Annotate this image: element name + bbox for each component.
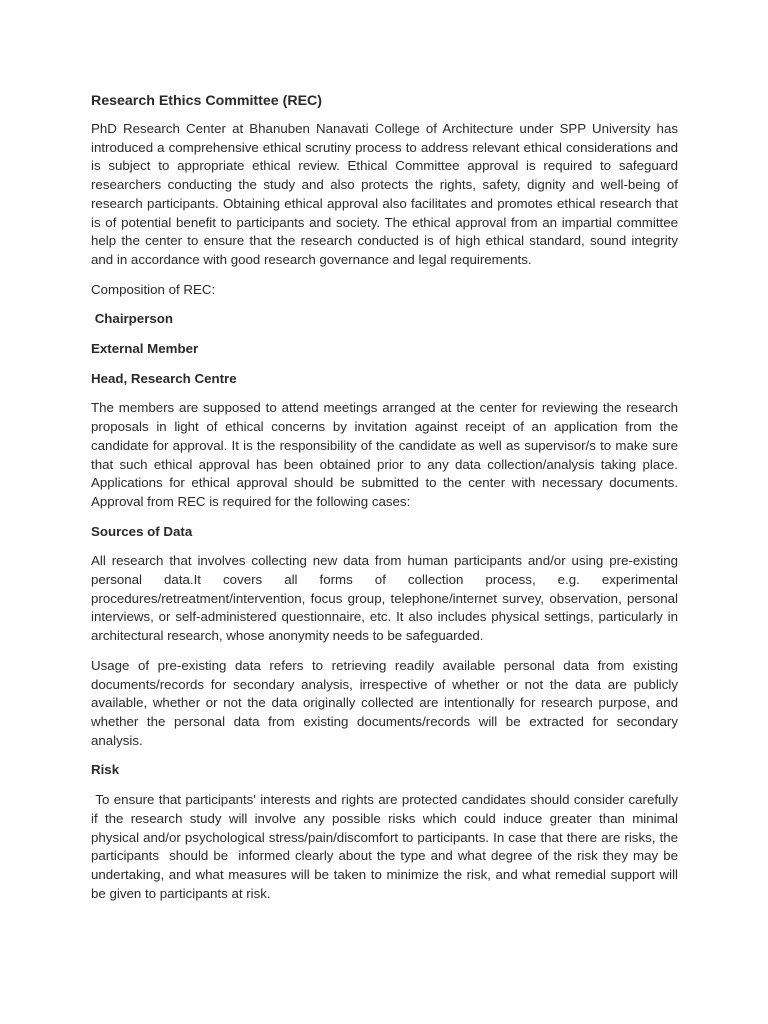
members-paragraph: The members are supposed to attend meetings arranged at the center for reviewing the research proposals in light of ethical concerns by invitation against receipt of an application from the candidate for approval. It is the responsibility of the candidate as well as supervisor/s to make sure that such ethical approval has been obtained prior to any data collection/analysis taking place. Applications for ethical approval should be submitted to the center with necessary documents. Approval from REC is required for the following cases: [91, 400, 678, 509]
sources-paragraph-1: All research that involves collecting new data from human participants and/or using pre-existing personal data.It covers all forms of collection process, e.g. experimental procedures/retreatment/intervention, focus group, telephone/internet survey, observation, personal interviews, or self-administered questionnaire, etc. It also includes physical settings, particularly in architectural research, whose anonymity needs to be safeguarded. [91, 553, 678, 644]
member-head-research-centre: Head, Research Centre [91, 370, 237, 386]
risk-paragraph: To ensure that participants' interests and rights are protected candidates should consider carefully if the research study will involve any possible risks which could induce greater than minimal physical and/or psychological stress/pain/discomfort to participants. In case that there are risks, the participants should be informed clearly about the type and what degree of the risk they may be undertaking, and what measures will be taken to minimize the risk, and what remedial support will be given to participants at risk. [91, 792, 682, 901]
member-external: External Member [91, 341, 199, 357]
document-page [91, 90, 682, 914]
composition-label: Composition of REC: [91, 281, 216, 297]
member-chairperson: Chairperson [91, 311, 174, 327]
sources-heading: Sources of Data [91, 523, 193, 539]
sources-paragraph-2: Usage of pre-existing data refers to retrieving readily available personal data from existing documents/records for secondary analysis, irrespective of whether or not the data are publicly available, whether or not the data originally collected are intentionally for research purpose, and whether the personal data from existing documents/records will be extracted for secondary analysis. [91, 657, 678, 748]
intro-paragraph: PhD Research Center at Bhanuben Nanavati College of Architecture under SPP University has introduced a comprehensive ethical scrutiny process to address relevant ethical considerations and is subject to appropriate ethical review. Ethical Committee approval is required to safeguard researchers conducting the study and also protects the rights, safety, dignity and well-being of research participants. Obtaining ethical approval also facilitates and promotes ethical research that is of potential benefit to participants and society. The ethical approval from an impartial committee help the center to ensure that the research conducted is of high ethical standard, sound integrity and in accordance with good research governance and legal requirements. [91, 121, 678, 267]
risk-heading: Risk [91, 762, 120, 778]
document-title: Research Ethics Committee (REC) [91, 93, 323, 109]
